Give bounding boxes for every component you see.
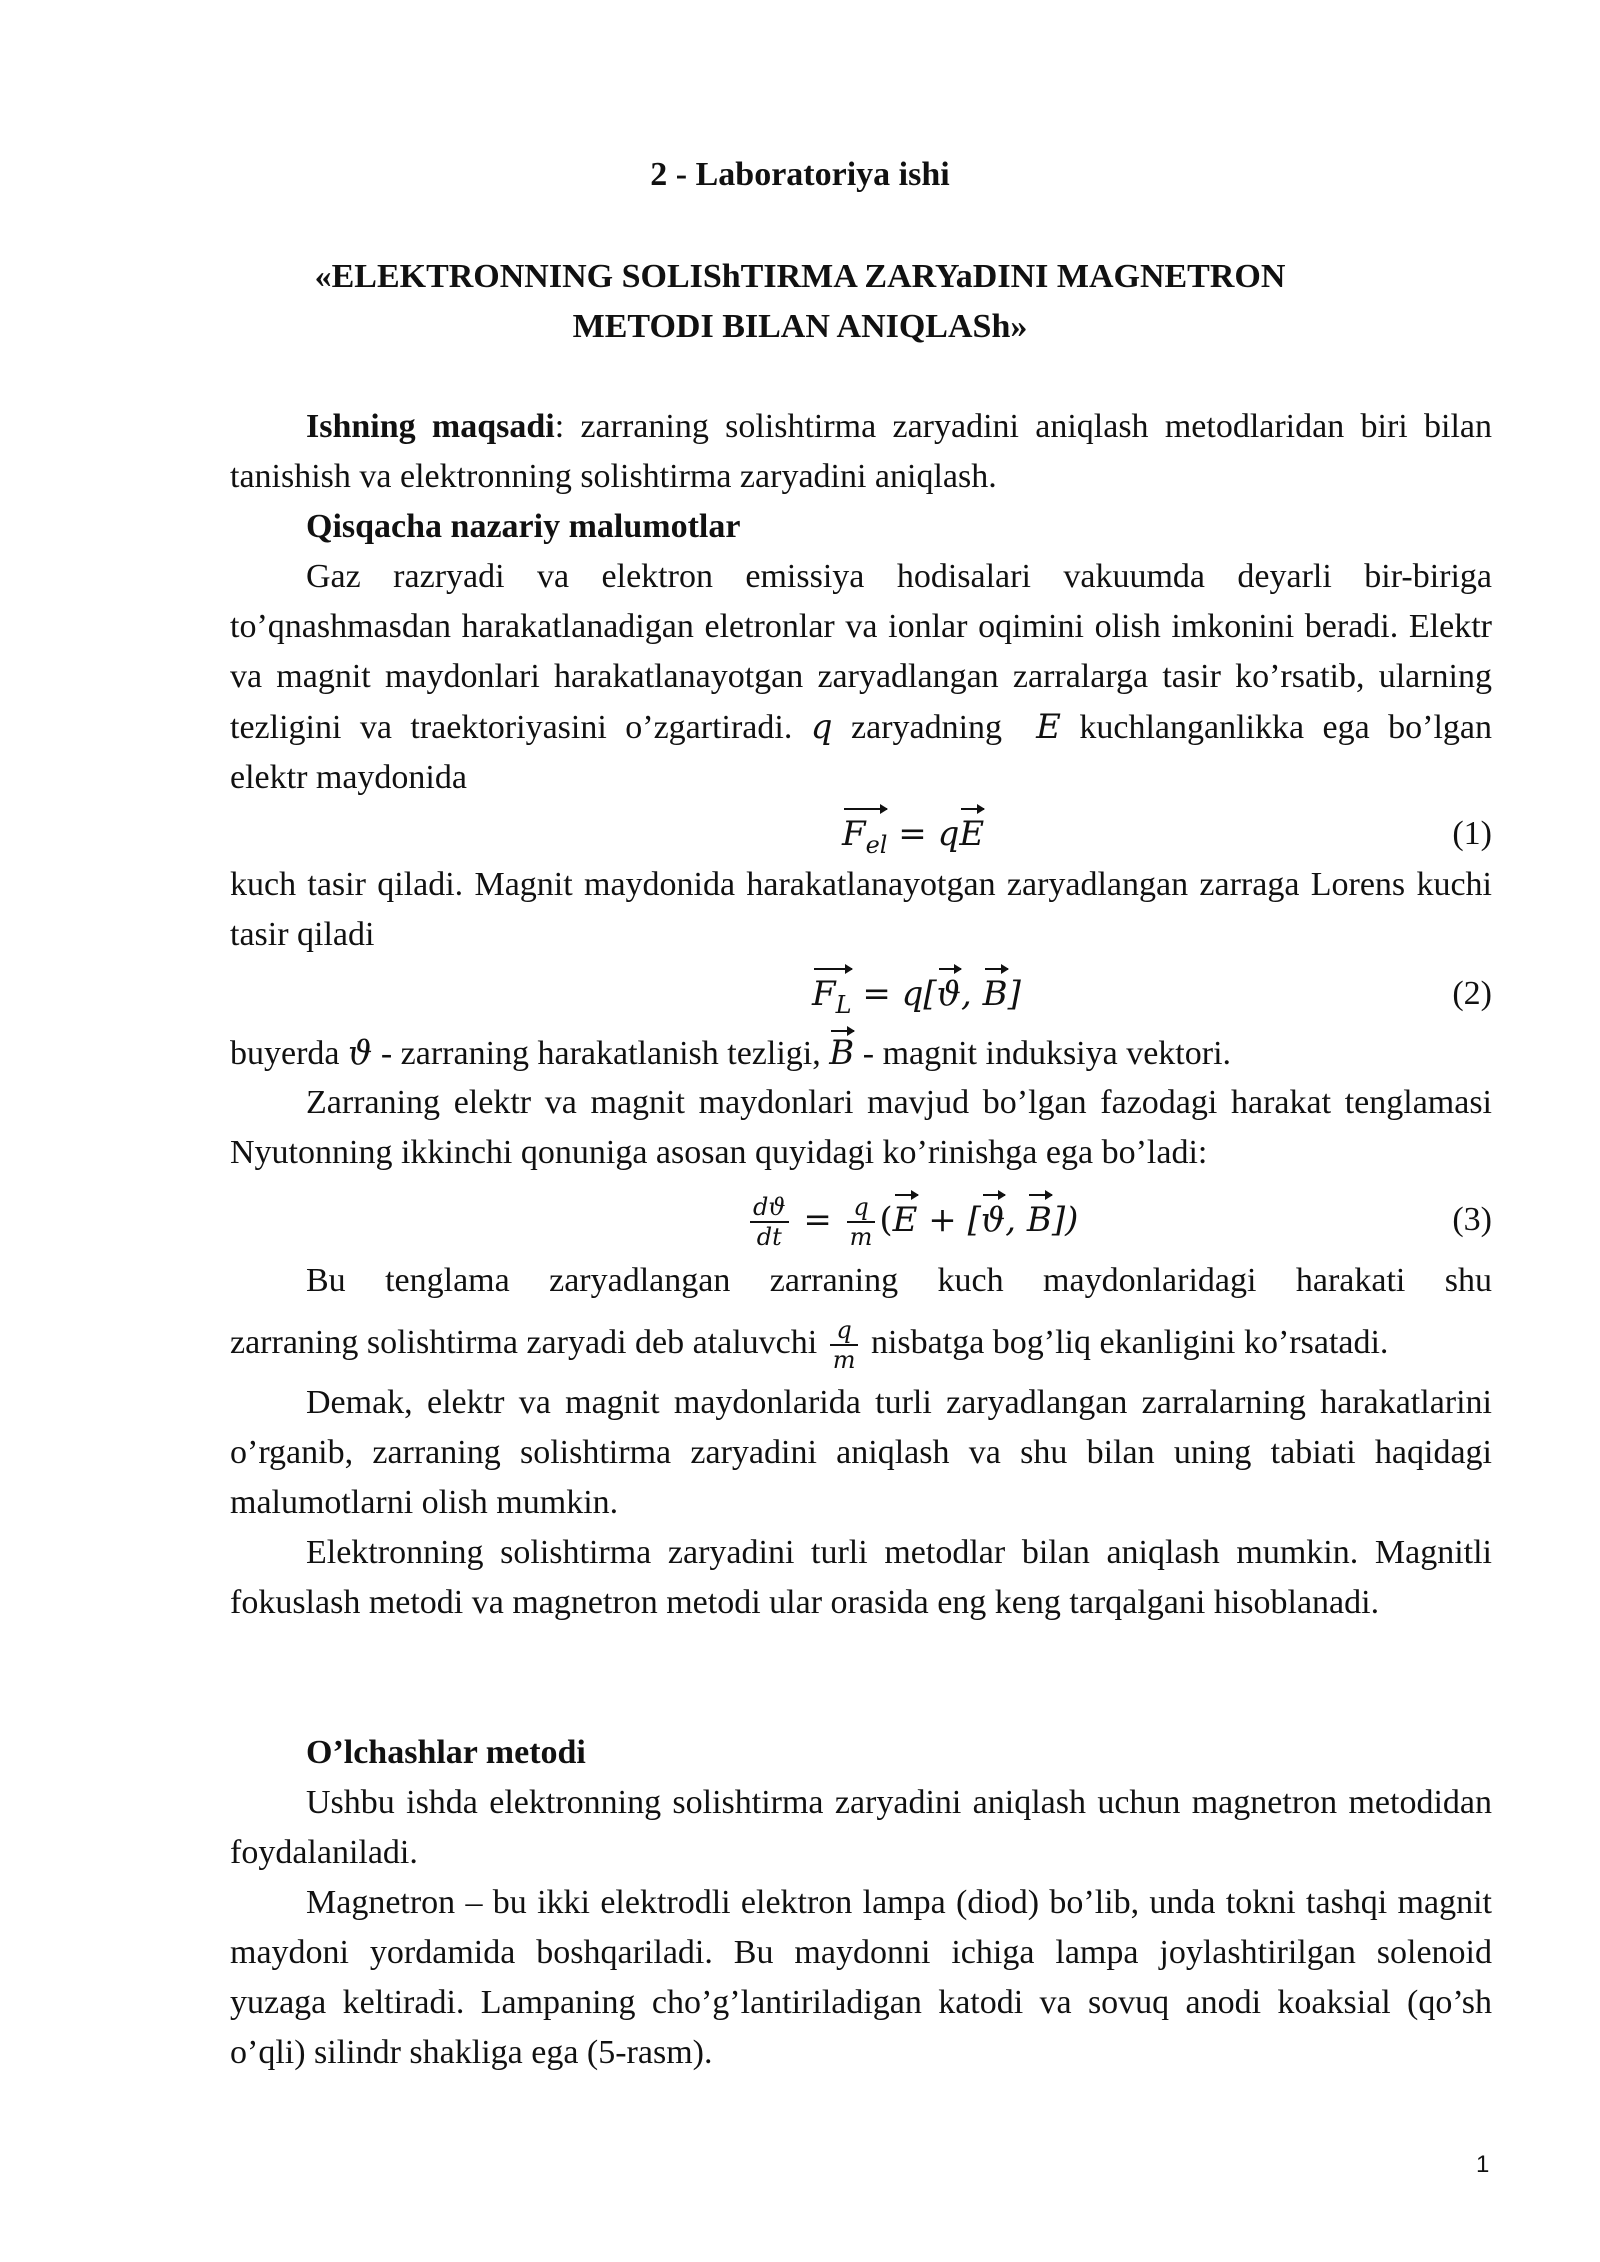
formula-3-field-vector: E <box>893 1192 918 1248</box>
force-vector: $F_{el}$ <box>842 806 887 873</box>
method-paragraph-1: Ushbu ishda elektronning solishtirma zaryadini aniqlash uchun magnetron metodidan foydalaniladi. <box>230 1784 1492 1871</box>
topic-title-line-2: METODI BILAN ANIQLASh» <box>572 308 1028 345</box>
theory-paragraph-2: kuch tasir qiladi. Magnit maydonida harakatlanayotgan zaryadlangan zarraga Lorens kuchi tasir qiladi <box>230 866 1492 953</box>
theory-paragraph-1 <box>230 552 1492 803</box>
goal-label: Ishning maqsadi <box>306 408 555 445</box>
formula-2-comma: , <box>960 974 983 1014</box>
page-number: 1 <box>1476 2151 1490 2178</box>
formula-2-number: (2) <box>1452 975 1492 1012</box>
formula-3-open: ( <box>879 1200 893 1240</box>
theory-paragraph-4: Zarraning elektr va magnit maydonlari mavjud bo’lgan fazodagi harakat tenglamasi Nyutonning ikkinchi qonuniga asosan quyidagi ko’rinishga ega bo’ladi: <box>230 1084 1492 1171</box>
formula-1-eq: = q <box>887 814 960 854</box>
formula-1 <box>230 806 1492 862</box>
theory-paragraph-1-text: Gaz razryadi va elektron emissiya hodisalari vakuumda deyarli bir-biriga to’qnashmasdan harakatlanadigan eletronlar va ionlar oqimini olish imkonini beradi. Elektr va magnit maydonlari harakatlanayotgan zaryadlangan zarralarga tasir ko’rsatib, ularning tezligini va traektoriyasini o’zgartiradi. <box>230 558 1492 746</box>
velocity-symbol: ϑ <box>348 1033 373 1073</box>
formula-3-eq: = <box>792 1200 843 1240</box>
formula-3-number: (3) <box>1452 1201 1492 1238</box>
theory-paragraph-3 <box>230 1028 1492 1079</box>
formula-2-body <box>812 966 1021 1033</box>
formula-2-eq: = q[ <box>851 974 937 1014</box>
induction-symbol: B <box>829 1028 854 1078</box>
formula-1-number: (1) <box>1452 815 1492 852</box>
theory-paragraph-6: Demak, elektr va magnit maydonlarida turli zaryadlangan zarralarning harakatlarini o’rganib, zarraning solishtirma zaryadini aniqlash va shu bilan uning tabiati haqidagi malumotlarni olish mumkin. <box>230 1384 1492 1521</box>
derivative-fraction: $\frac{dϑ}{dt}$ <box>750 1193 789 1251</box>
theory-paragraph-5-line-1: Bu tenglama zaryadlangan zarraning kuch maydonlaridagi harakati shu <box>306 1262 1492 1299</box>
method-heading: O’lchashlar metodi <box>306 1734 586 1771</box>
lorentz-force-vector: $F_L$ <box>812 966 852 1033</box>
field-symbol: E <box>1036 707 1061 747</box>
goal-text: : zarraning solishtirma zaryadini aniqlash metodlaridan biri bilan tanishish va elektronning solishtirma zaryadini aniqlash. <box>230 408 1492 495</box>
formula-2 <box>230 966 1492 1022</box>
formula-3-induction-vector: B <box>1027 1192 1052 1248</box>
method-paragraph-2: Magnetron – bu ikki elektrodli elektron lampa (diod) bo’lib, unda tokni tashqi magnit maydoni yordamida boshqariladi. Bu maydonni ichiga lampa joylashtirilgan solenoid yuzaga keltiradi. Lampaning cho’g’lantiriladigan katodi va sovuq anodi koaksial (qo’sh o’qli) silindr shakliga ega (5-rasm). <box>230 1884 1492 2071</box>
formula-2-close: ] <box>1007 974 1021 1014</box>
specific-charge-fraction: $\frac{q}{m}$ <box>847 1193 876 1251</box>
inline-specific-charge-fraction: $\frac{q}{m}$ <box>830 1316 859 1374</box>
theory-paragraph-1-tail: kuchlanganlikka ega bo’lgan elektr maydonida <box>230 709 1493 796</box>
velocity-vector: ϑ <box>937 966 961 1022</box>
formula-3 <box>230 1192 1492 1251</box>
theory-paragraph-5-tail: nisbatga bog’liq ekanligini ko’rsatadi. <box>862 1323 1389 1361</box>
theory-paragraph-5-line-2 <box>230 1316 1492 1374</box>
formula-3-close: ]) <box>1051 1200 1079 1240</box>
field-vector: E <box>959 806 984 862</box>
theory-paragraph-5-pre: zarraning solishtirma zaryadi deb ataluvchi <box>230 1323 826 1361</box>
theory-paragraph-3-tail: - magnit induksiya vektori. <box>854 1035 1232 1072</box>
lab-title: 2 - Laboratoriya ishi <box>650 156 950 193</box>
theory-paragraph-3-mid: - zarraning harakatlanish tezligi, <box>372 1035 830 1072</box>
induction-vector: B <box>983 966 1008 1022</box>
formula-3-plus: + [ <box>917 1200 981 1240</box>
theory-paragraph-7: Elektronning solishtirma zaryadini turli metodlar bilan aniqlash mumkin. Magnitli fokuslash metodi va magnetron metodi ular orasida eng keng tarqalgani hisoblanadi. <box>230 1534 1492 1621</box>
charge-symbol: q <box>810 707 833 747</box>
formula-3-body <box>746 1192 1078 1251</box>
theory-heading: Qisqacha nazariy malumotlar <box>306 508 741 545</box>
goal-paragraph <box>230 402 1492 502</box>
formula-3-comma: , <box>1005 1200 1027 1240</box>
topic-title-line-1: «ELEKTRONNING SOLIShTIRMA ZARYaDINI MAGNETRON <box>314 258 1286 295</box>
theory-paragraph-1-mid: zaryadning <box>832 709 1003 746</box>
formula-3-velocity-vector: ϑ <box>981 1192 1005 1248</box>
theory-paragraph-3-pre: buyerda <box>230 1035 349 1072</box>
